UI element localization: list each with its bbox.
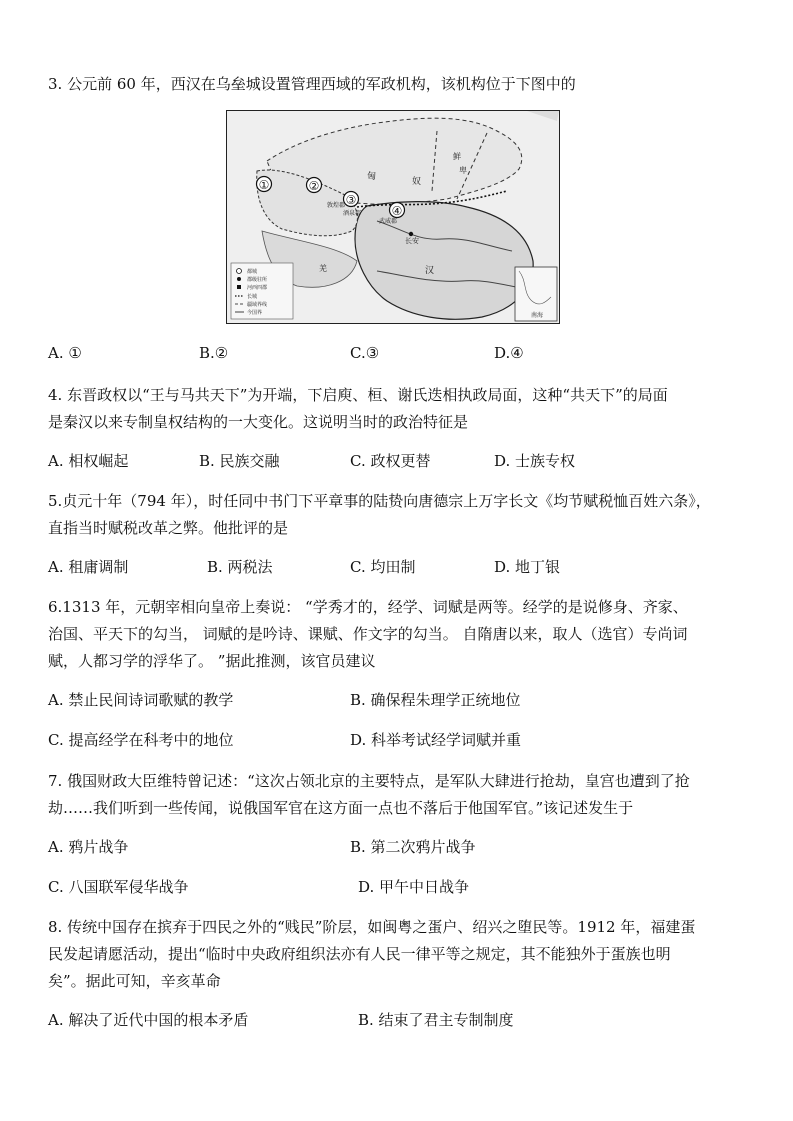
label-han: 汉 xyxy=(425,266,435,276)
question-5-option-d[interactable]: D. 地丁银 xyxy=(494,558,561,576)
question-7-option-d[interactable]: D. 甲午中日战争 xyxy=(358,878,470,896)
svg-text:今国界: 今国界 xyxy=(247,310,263,316)
question-8-stem-line-3: 矣”。据此可知，辛亥革命 xyxy=(48,972,221,990)
question-4-option-b[interactable]: B. 民族交融 xyxy=(199,452,280,470)
marker-4 xyxy=(390,203,405,219)
south-sea-inset xyxy=(515,267,557,321)
question-7-option-a[interactable]: A. 鸦片战争 xyxy=(48,838,129,856)
label-dunhuang: 敦煌郡 xyxy=(327,202,346,209)
question-8-option-a[interactable]: A. 解决了近代中国的根本矛盾 xyxy=(48,1011,249,1029)
question-8-option-b[interactable]: B. 结束了君主专制制度 xyxy=(358,1011,514,1029)
question-7-option-c[interactable]: C. 八国联军侵华战争 xyxy=(48,878,189,896)
question-6-option-a[interactable]: A. 禁止民间诗词歌赋的教学 xyxy=(48,691,234,709)
question-4-option-c[interactable]: C. 政权更替 xyxy=(350,452,431,470)
question-4-stem-line-2: 是秦汉以来专制皇权结构的一大变化。这说明当时的政治特征是 xyxy=(48,413,469,431)
question-8-stem-line-2: 民发起请愿活动，提出“临时中央政府组织法亦有人民一律平等之规定，其不能独外于蛋族也明 xyxy=(48,945,671,963)
question-7-stem-line-2: 劫……我们听到一些传闻，说俄国军官在这方面一点也不落后于他国军官。”该记述发生于 xyxy=(48,799,634,817)
question-6-option-d[interactable]: D. 科举考试经学词赋并重 xyxy=(350,731,522,749)
question-5-stem-line-1: 5.贞元十年（794 年），时任同中书门下平章事的陆贽向唐德宗上万字长文《均节赋税恤百姓六条》， xyxy=(48,492,711,510)
question-3-stem-line-1: 3. 公元前 60 年，西汉在乌垒城设置管理西域的军政机构，该机构位于下图中的 xyxy=(48,75,576,93)
svg-text:疆域界线: 疆域界线 xyxy=(247,302,268,308)
label-bei: 卑 xyxy=(459,166,467,175)
label-xiong: 匈 xyxy=(367,172,377,182)
question-5-option-c[interactable]: C. 均田制 xyxy=(350,558,416,576)
label-wuwei: 武威郡 xyxy=(379,218,398,225)
question-4-stem-line-1: 4. 东晋政权以“王与马共天下”为开端，下启庾、桓、谢氏迭相执政局面，这种“共天下”的局面 xyxy=(48,386,668,404)
question-5-stem-line-2: 直指当时赋税改革之弊。他批评的是 xyxy=(48,519,289,537)
svg-text:河西四郡: 河西四郡 xyxy=(247,285,268,291)
marker-3 xyxy=(344,192,359,208)
map-legend xyxy=(231,263,293,319)
question-7-option-b[interactable]: B. 第二次鸦片战争 xyxy=(350,838,476,856)
question-3-option-c[interactable]: C.③ xyxy=(350,344,380,362)
svg-text:长城: 长城 xyxy=(247,294,258,300)
question-6-option-c[interactable]: C. 提高经学在科考中的地位 xyxy=(48,731,234,749)
question-4-option-a[interactable]: A. 相权崛起 xyxy=(48,452,129,470)
question-7-stem-line-1: 7. 俄国财政大臣维特曾记述：“这次占领北京的主要特点，是军队大肆进行抢劫，皇宫也遭到了抢 xyxy=(48,772,690,790)
question-6-option-b[interactable]: B. 确保程朱理学正统地位 xyxy=(350,691,521,709)
question-3-option-d[interactable]: D.④ xyxy=(494,344,524,362)
svg-text:南海: 南海 xyxy=(530,312,544,319)
question-6-stem-line-1: 6.1313 年，元朝宰相向皇帝上奏说： “学秀才的，经学、词赋是两等。经学的是说修身、齐家、 xyxy=(48,598,688,616)
question-5-option-b[interactable]: B. 两税法 xyxy=(207,558,273,576)
label-qiang: 羌 xyxy=(319,264,327,273)
svg-text:④: ④ xyxy=(391,204,403,218)
marker-2 xyxy=(307,178,322,194)
question-3-option-b[interactable]: B.② xyxy=(199,344,229,362)
label-nu: 奴 xyxy=(412,177,422,187)
question-3-option-a[interactable]: A. ① xyxy=(48,344,82,362)
question-6-stem-line-2: 治国、平天下的勾当， 词赋的是吟诗、课赋、作文字的勾当。 自隋唐以来，取人（选官）专尚词 xyxy=(48,625,688,643)
question-5-option-a[interactable]: A. 租庸调制 xyxy=(48,558,129,576)
label-jiuquan: 酒泉郡 xyxy=(343,210,362,217)
svg-text:都城: 都城 xyxy=(247,269,258,275)
label-xian: 鲜 xyxy=(453,152,461,161)
map-svg xyxy=(227,111,559,323)
question-6-stem-line-3: 赋，人都习学的浮华了。 ”据此推测，该官员建议 xyxy=(48,652,376,670)
svg-text:①: ① xyxy=(258,178,270,192)
label-changan: 长安 xyxy=(405,237,419,245)
svg-text:③: ③ xyxy=(345,193,357,207)
svg-text:②: ② xyxy=(308,179,320,193)
question-4-option-d[interactable]: D. 士族专权 xyxy=(494,452,576,470)
historical-map xyxy=(226,110,560,324)
question-8-stem-line-1: 8. 传统中国存在摈弃于四民之外的“贱民”阶层，如闽粤之蛋户、绍兴之堕民等。1912 年，福建蛋 xyxy=(48,918,696,936)
marker-1 xyxy=(257,177,272,193)
svg-text:郡级驻所: 郡级驻所 xyxy=(247,277,268,283)
